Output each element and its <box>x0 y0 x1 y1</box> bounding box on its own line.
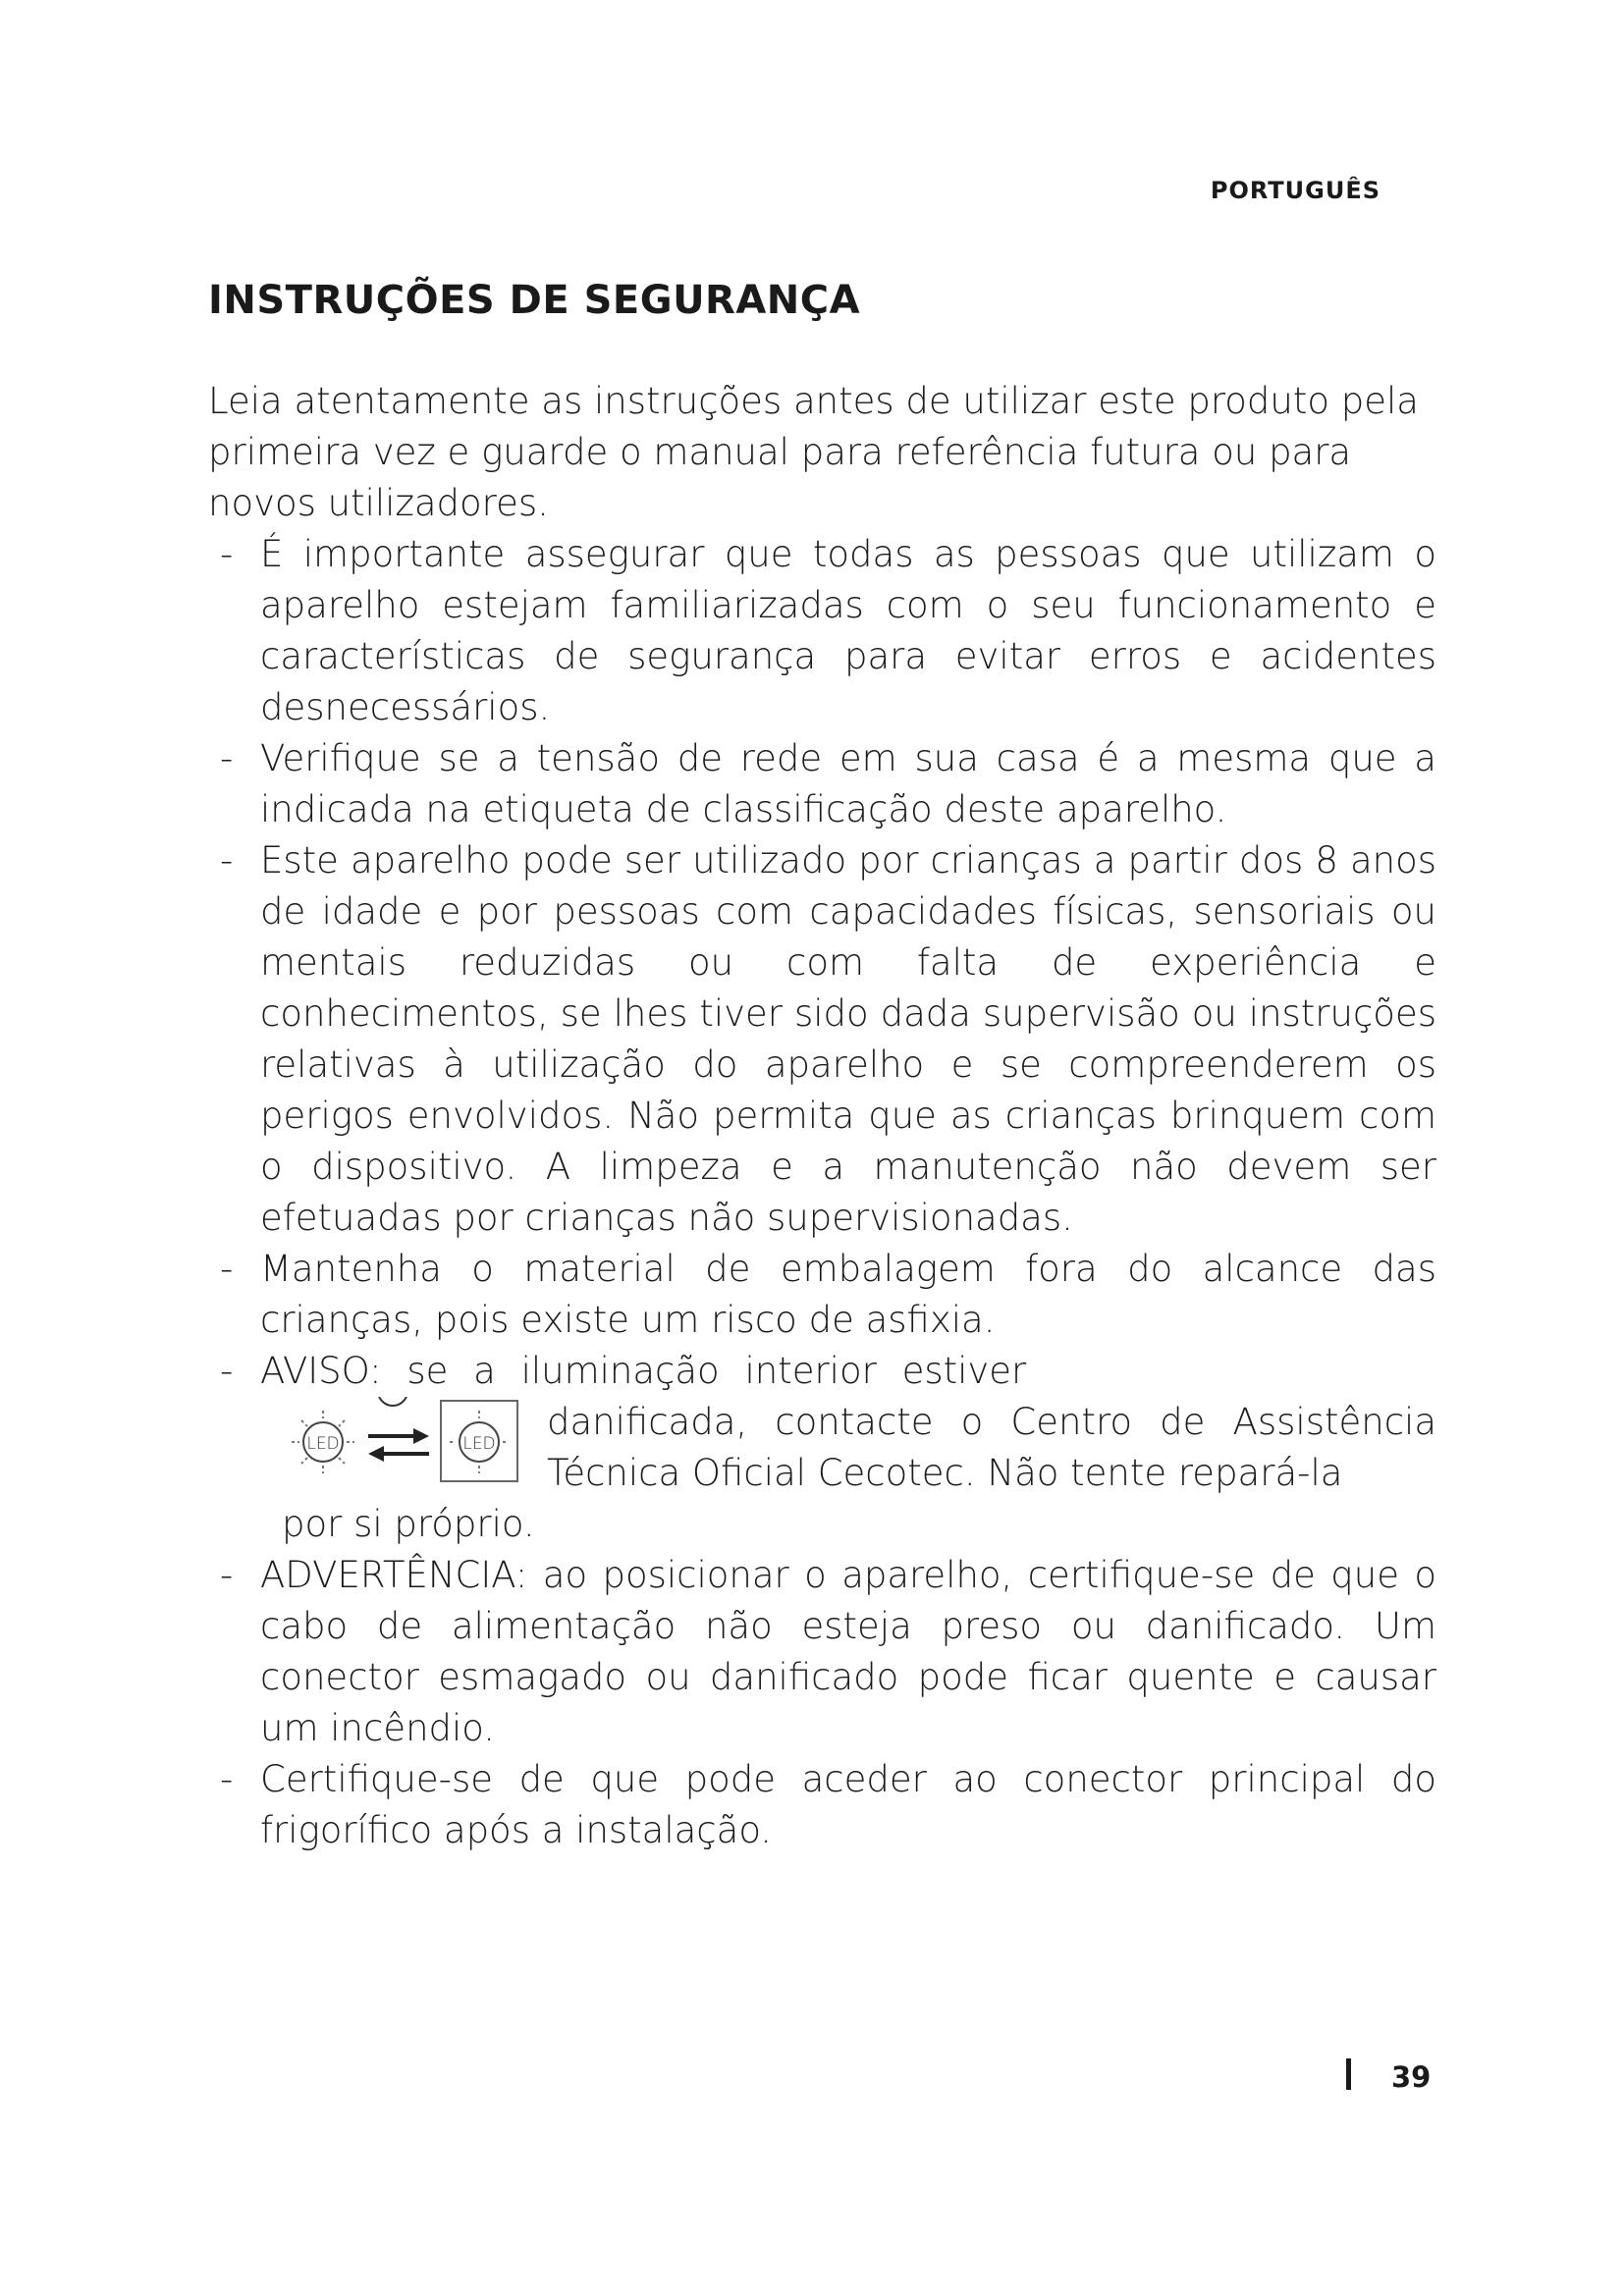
exchange-arrows-icon <box>368 1428 429 1462</box>
page-number: 39 <box>1391 2060 1432 2094</box>
svg-text:LED: LED <box>306 1434 340 1454</box>
aviso-tail: por si próprio. <box>282 1503 535 1545</box>
safety-instructions <box>208 376 1434 1856</box>
list-item-text: Verifique se a tensão de rede em sua casa é a mesma que a indicada na etiqueta de classificação deste aparelho. <box>260 737 1436 830</box>
led-replacement-icon <box>282 1397 547 1499</box>
aviso-heading: AVISO: se a iluminação interior estiver <box>260 1350 1027 1392</box>
bullet-dash: - <box>220 1350 234 1392</box>
bullet-list <box>208 529 1434 1856</box>
bullet-dash: - <box>220 839 234 881</box>
led-bulb-right-icon <box>441 1401 517 1481</box>
intro-paragraph: Leia atentamente as instruções antes de utilizar este produto pela primeira vez e guarde o manual para referência futura ou para novos utilizadores. <box>208 380 1419 524</box>
svg-text:LED: LED <box>462 1434 496 1454</box>
aviso-row <box>282 1397 1436 1499</box>
list-item <box>208 1244 1436 1346</box>
page-title: INSTRUÇÕES DE SEGURANÇA <box>208 278 861 323</box>
led-bulb-left-icon <box>292 1411 354 1473</box>
list-item <box>208 835 1436 1244</box>
bullet-dash: - <box>220 737 234 779</box>
bullet-dash: - <box>220 1554 234 1596</box>
footer-divider <box>1346 2058 1351 2090</box>
list-item-text: Mantenha o material de embalagem fora do alcance das crianças, pois existe um risco de asfixia. <box>260 1248 1436 1341</box>
bullet-dash: - <box>220 1248 234 1290</box>
language-label: PORTUGUÊS <box>1210 177 1380 204</box>
list-item-text: Este aparelho pode ser utilizado por crianças a partir dos 8 anos de idade e por pessoas com capacidades físicas, sensoriais ou mentais reduzidas ou com falta de experiência e conhecimentos, se lhes tiver sido dada supervisão ou instruções relativas à utilização do aparelho e se compreenderem os perigos envolvidos. Não permita que as crianças brinquem com o dispositivo. A limpeza e a manutenção não devem ser efetuadas por crianças não supervisionadas. <box>260 839 1436 1239</box>
list-item-text: É importante assegurar que todas as pessoas que utilizam o aparelho estejam familiarizadas com o seu funcionamento e características de segurança para evitar erros e acidentes desnecessários. <box>260 533 1436 728</box>
technician-icon <box>378 1397 407 1406</box>
aviso-body: danificada, contacte o Centro de Assistência Técnica Oficial Cecotec. Não tente repará-la <box>547 1401 1436 1494</box>
list-item <box>208 733 1436 835</box>
bullet-dash: - <box>220 533 234 575</box>
list-item-text: Certifique-se de que pode aceder ao conector principal do frigorífico após a instalação. <box>260 1758 1436 1851</box>
list-item <box>208 1754 1436 1856</box>
bullet-dash: - <box>220 1758 234 1800</box>
list-item <box>208 529 1436 733</box>
list-item-text: ADVERTÊNCIA: ao posicionar o aparelho, certifique-se de que o cabo de alimentação não esteja preso ou danificado. Um conector esmagado ou danificado pode ficar quente e causar um incêndio. <box>260 1554 1436 1749</box>
aviso-item <box>208 1346 1436 1550</box>
list-item <box>208 1550 1436 1754</box>
